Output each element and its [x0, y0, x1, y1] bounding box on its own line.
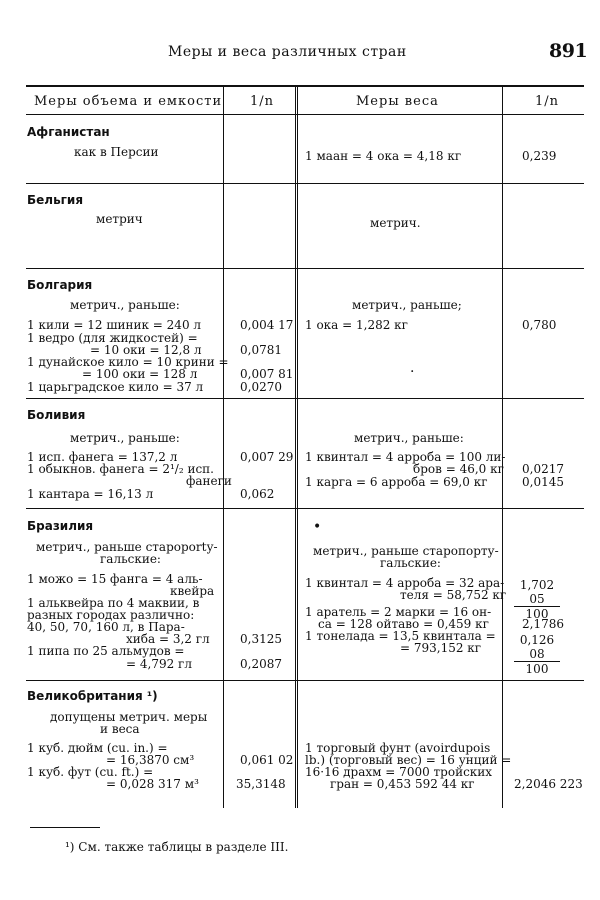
country-name: Афганистан: [27, 125, 110, 139]
volume-text: метрич: [96, 212, 143, 226]
weight-heading: метрич., раньше:: [354, 431, 464, 445]
column-divider-double: [295, 86, 298, 808]
volume-factor: 35,3148: [236, 777, 286, 791]
volume-factor: 0,007 81: [240, 367, 294, 381]
volume-text: 1 альквейра по 4 маквии, в: [27, 596, 200, 610]
volume-text: 1 куб. дюйм (cu. in.) =: [27, 741, 168, 755]
volume-text: = 4,792 гл: [126, 657, 192, 671]
volume-factor: 0,061 02: [240, 753, 294, 767]
volume-text: хиба = 3,2 гл: [126, 632, 210, 646]
volume-factor: 0,2087: [240, 657, 282, 671]
header-rule: [26, 114, 584, 115]
footnote-rule: [30, 827, 100, 828]
volume-text: как в Персии: [74, 145, 159, 159]
ink-dot: •: [313, 519, 322, 535]
header-weight: Меры веса: [356, 94, 439, 109]
header-factor-2: 1/n: [535, 94, 560, 109]
weight-text: 1 аратель = 2 марки = 16 он-: [305, 605, 492, 619]
running-title: Меры и веса различных стран: [168, 44, 407, 60]
volume-factor: 0,3125: [240, 632, 282, 646]
section-rule: [26, 680, 584, 681]
volume-text: 1 кили = 12 шиник = 240 л: [27, 318, 202, 332]
weight-factor-fraction: [514, 633, 560, 676]
table-top-rule: [26, 85, 584, 87]
volume-heading: метрич., раньше:: [70, 431, 180, 445]
weight-text: са = 128 ойтаво = 0,459 кг: [318, 617, 489, 631]
country-name: Великобритания ¹): [27, 689, 158, 703]
volume-factor: 0,007 29: [240, 450, 294, 464]
weight-text: 1 карга = 6 арроба = 69,0 кг: [305, 475, 488, 489]
weight-heading: метрич., раньше;: [352, 298, 462, 312]
volume-text: = 100 оки = 128 л: [82, 367, 198, 381]
weight-factor: 0,0145: [522, 475, 564, 489]
weight-text: 1 квинтал = 4 арроба = 100 ли-: [305, 450, 506, 464]
section-rule: [26, 183, 584, 184]
volume-text: фанеги: [186, 474, 232, 488]
weight-text: 1 ока = 1,282 кг: [305, 318, 408, 332]
weight-text: теля = 58,752 кг: [400, 588, 507, 602]
weight-factor: 0,239: [522, 149, 557, 163]
weight-text: бров = 46,0 кг: [413, 462, 504, 476]
volume-heading: гальские:: [100, 552, 161, 566]
column-divider: [223, 86, 224, 808]
weight-text: 1 квинтал = 4 арроба = 32 ара-: [305, 576, 505, 590]
footnote: ¹) См. также таблицы в разделе III.: [65, 840, 289, 854]
fraction-numerator: 1,702 05: [514, 578, 560, 607]
fraction-denominator: 100: [525, 662, 549, 676]
volume-text: = 16,3870 см³: [106, 753, 195, 767]
volume-factor: 0,0781: [240, 343, 282, 357]
volume-text: 1 исп. фанега = 137,2 л: [27, 450, 178, 464]
section-rule: [26, 508, 584, 509]
weight-factor: 2,1786: [522, 617, 564, 631]
weight-factor: 2,2046 223: [514, 777, 583, 791]
volume-factor: 0,004 17: [240, 318, 294, 332]
weight-text: lb.) (торговый вес) = 16 унций =: [305, 753, 512, 767]
volume-heading: метрич., раньше староportу-: [36, 540, 218, 554]
volume-text: 1 можо = 15 фанга = 4 аль-: [27, 572, 203, 586]
country-name: Боливия: [27, 408, 86, 422]
volume-text: 1 пипа по 25 альмудов =: [27, 644, 185, 658]
section-rule: [26, 268, 584, 269]
weight-factor: 0,0217: [522, 462, 564, 476]
volume-text: 1 кантара = 16,13 л: [27, 487, 154, 501]
weight-text: метрич.: [370, 216, 421, 230]
weight-heading: метрич., раньше старопорту-: [313, 544, 499, 558]
volume-text: = 10 оки = 12,8 л: [90, 343, 202, 357]
volume-factor: 0,0270: [240, 380, 282, 394]
volume-text: 1 дунайское кило = 10 крини =: [27, 355, 229, 369]
weight-text: гран = 0,453 592 44 кг: [330, 777, 475, 791]
volume-heading: допущены метрич. меры: [50, 710, 208, 724]
weight-heading: гальские:: [380, 556, 441, 570]
weight-text: = 793,152 кг: [400, 641, 482, 655]
volume-text: 1 куб. фут (cu. ft.) =: [27, 765, 154, 779]
volume-text: квейра: [170, 584, 215, 598]
weight-text: 1 тонелада = 13,5 квинтала =: [305, 629, 496, 643]
weight-factor: 0,780: [522, 318, 557, 332]
volume-text: 40, 50, 70, 160 л, в Пара-: [27, 620, 185, 634]
volume-text: 1 царьградское кило = 37 л: [27, 380, 204, 394]
ink-dot: ·: [410, 364, 415, 380]
weight-text: 1 маан = 4 ока = 4,18 кг: [305, 149, 462, 163]
country-name: Болгария: [27, 278, 93, 292]
weight-factor-fraction: [514, 578, 560, 621]
header-factor: 1/n: [250, 94, 275, 109]
page-number: 891: [549, 40, 588, 62]
volume-heading: и веса: [100, 722, 140, 736]
header-volume: Меры объема и емкости: [34, 94, 223, 109]
volume-factor: 0,062: [240, 487, 275, 501]
volume-text: 1 ведро (для жидкостей) =: [27, 331, 198, 345]
volume-heading: метрич., раньше:: [70, 298, 180, 312]
country-name: Бразилия: [27, 519, 94, 533]
fraction-denominator: 100: [525, 607, 549, 621]
column-divider: [502, 86, 503, 808]
fraction-numerator: 0,126 08: [514, 633, 560, 662]
volume-text: разных городах различно:: [27, 608, 195, 622]
country-name: Бельгия: [27, 193, 84, 207]
weight-text: 16·16 драхм = 7000 тройских: [305, 765, 493, 779]
section-rule: [26, 398, 584, 399]
weight-text: 1 торговый фунт (avoirdupois: [305, 741, 491, 755]
volume-text: = 0,028 317 м³: [106, 777, 199, 791]
volume-text: 1 обыкнов. фанега = 2¹/₂ исп.: [27, 462, 214, 476]
